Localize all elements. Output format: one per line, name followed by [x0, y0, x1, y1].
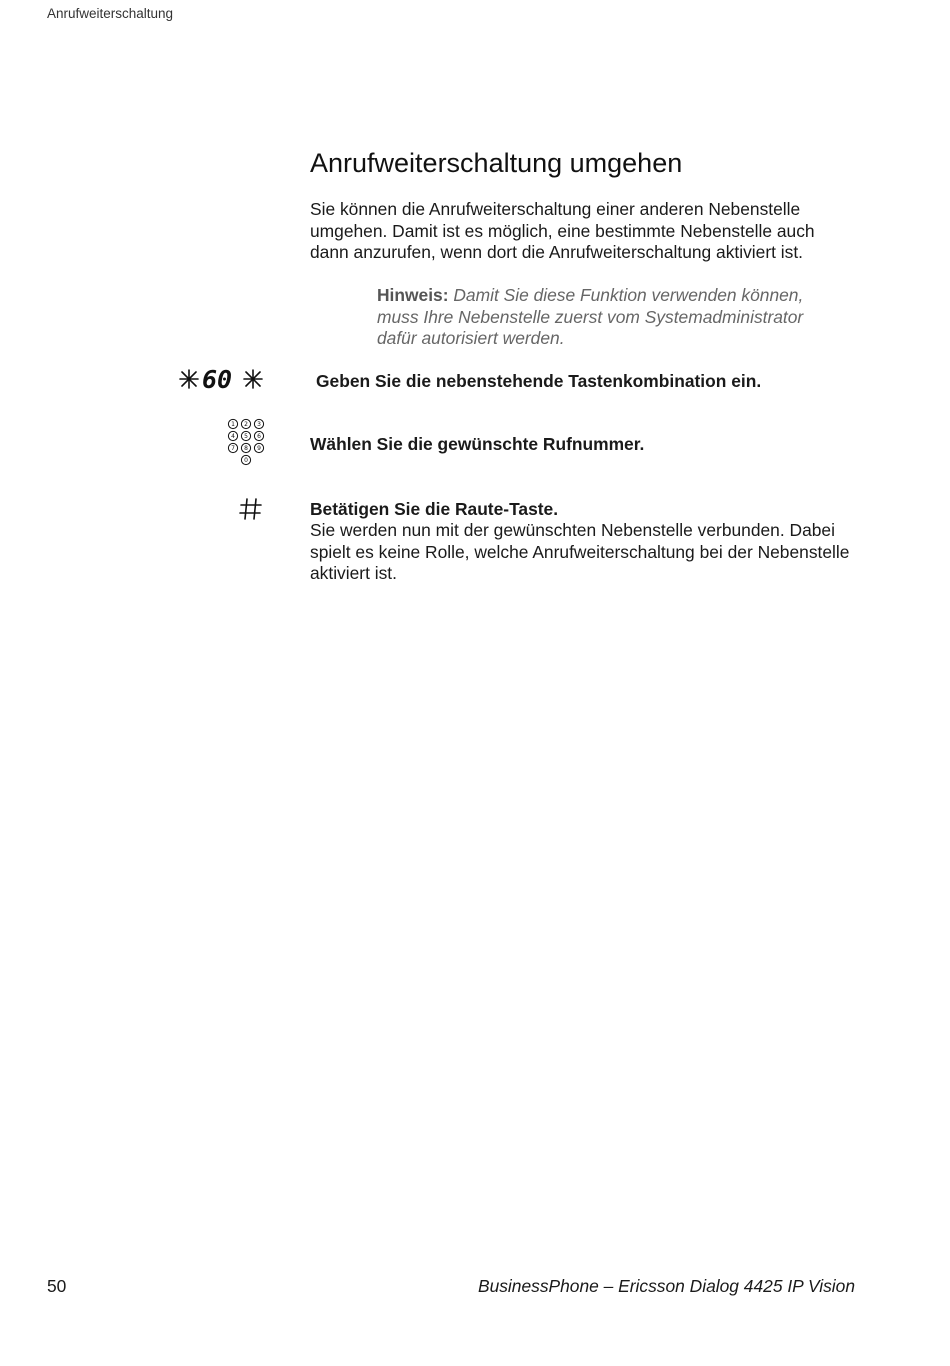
svg-text:60: 60 [202, 365, 233, 394]
note-label: Hinweis: [377, 285, 449, 305]
keypad-key-label: 5 [244, 433, 248, 441]
step-hash-key [0, 496, 950, 586]
step-1-instruction: Geben Sie die nebenstehende Tastenkombination ein. [316, 371, 762, 391]
step-3-instruction: Betätigen Sie die Raute-Taste. [310, 499, 559, 519]
keypad-key-label: 6 [257, 433, 261, 441]
step-3-description: Sie werden nun mit der gewünschten Nebenstelle verbunden. Dabei spielt es keine Rolle, welche Anrufweiterschaltung bei der Nebenstelle aktiviert ist. [310, 520, 850, 583]
intro-paragraph: Sie können die Anrufweiterschaltung einer anderen Nebenstelle umgehen. Damit ist es möglich, eine bestimmte Nebenstelle auch dann anzurufen, wenn dort die Anrufweiterschaltung aktiviert ist. [310, 199, 815, 262]
keypad-key-label: 3 [257, 421, 261, 429]
star-60-star-code-icon [178, 364, 264, 394]
note-box [377, 285, 847, 350]
keypad-key-label: 7 [231, 445, 235, 453]
step-enter-code [0, 364, 950, 396]
keypad-icon [227, 418, 265, 470]
step-2-instruction: Wählen Sie die gewünschte Rufnummer. [310, 434, 645, 454]
page-number: 50 [47, 1276, 67, 1296]
document-title: BusinessPhone – Ericsson Dialog 4425 IP Vision [477, 1276, 855, 1296]
keypad-key-label: 1 [231, 421, 235, 429]
keypad-key-label: 9 [257, 445, 261, 453]
keypad-key-label: 8 [244, 445, 248, 453]
hash-key-icon [238, 496, 264, 522]
keypad-key-label: 0 [244, 457, 248, 465]
step-dial-number [0, 418, 950, 472]
section-title: Anrufweiterschaltung umgehen [310, 148, 683, 178]
keypad-key-label: 4 [231, 433, 235, 441]
keypad-key-label: 2 [244, 421, 248, 429]
note-text: Damit Sie diese Funktion verwenden können, muss Ihre Nebenstelle zuerst vom Systemadministrator dafür autorisiert werden. [377, 285, 804, 348]
running-head: Anrufweiterschaltung [47, 6, 174, 21]
